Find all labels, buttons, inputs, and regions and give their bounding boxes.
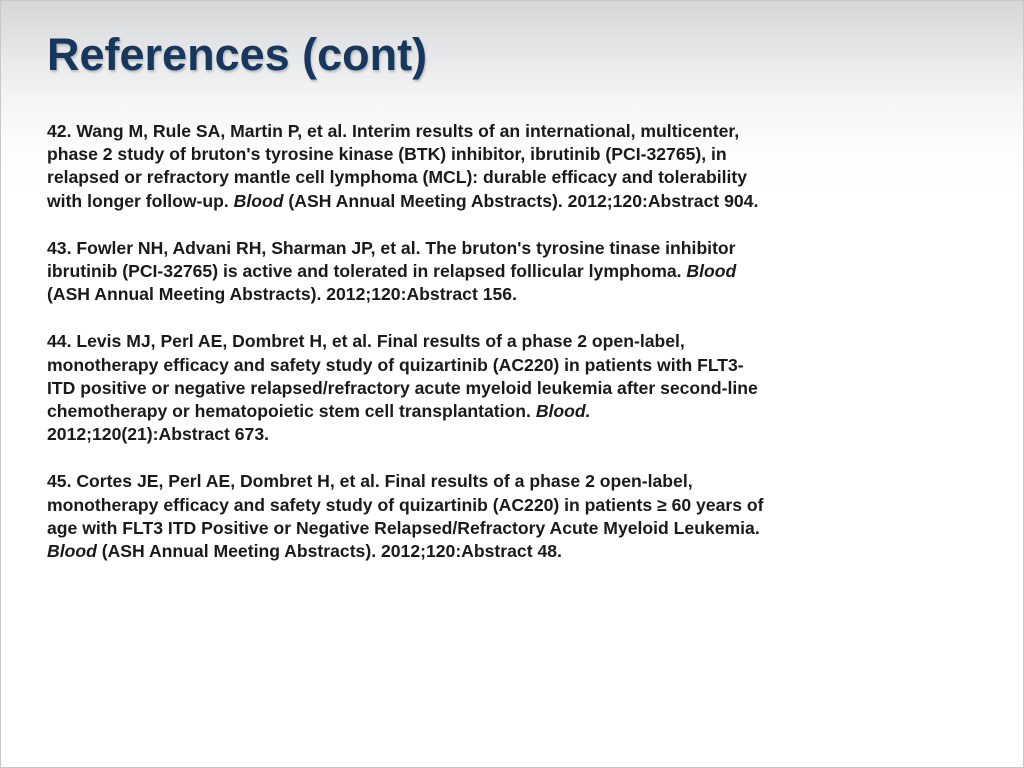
- reference-text: 43. Fowler NH, Advani RH, Sharman JP, et al. The bruton's tyrosine tinase inhibitor: [47, 237, 736, 258]
- reference-text: phase 2 study of bruton's tyrosine kinase (BTK) inhibitor, ibrutinib (PCI-32765), in: [47, 144, 727, 165]
- reference-line: [47, 400, 987, 423]
- reference-line: [47, 143, 987, 166]
- reference-text: (ASH Annual Meeting Abstracts). 2012;120:Abstract 48.: [96, 541, 562, 562]
- reference-42: [47, 120, 987, 213]
- reference-45: [47, 470, 987, 563]
- reference-text: monotherapy efficacy and safety study of quizartinib (AC220) in patients ≥ 60 years of: [47, 494, 764, 515]
- reference-line: [47, 190, 987, 213]
- journal-name: Blood: [233, 190, 284, 211]
- reference-text: (ASH Annual Meeting Abstracts). 2012;120:Abstract 156.: [47, 284, 517, 305]
- reference-text: ITD positive or negative relapsed/refractory acute myeloid leukemia after second-line: [47, 377, 758, 398]
- reference-text: 44. Levis MJ, Perl AE, Dombret H, et al. Final results of a phase 2 open-label,: [47, 331, 685, 352]
- reference-line: [47, 494, 987, 517]
- reference-text: chemotherapy or hematopoietic stem cell transplantation.: [47, 401, 536, 422]
- reference-line: [47, 354, 987, 377]
- reference-text: ibrutinib (PCI-32765) is active and tolerated in relapsed follicular lymphoma.: [47, 261, 687, 282]
- reference-line: [47, 540, 987, 563]
- slide-title: References (cont): [47, 29, 428, 80]
- reference-text: (ASH Annual Meeting Abstracts). 2012;120:Abstract 904.: [283, 190, 759, 211]
- reference-line: [47, 377, 987, 400]
- reference-line: [47, 166, 987, 189]
- journal-name: Blood.: [535, 401, 591, 422]
- reference-line: [47, 470, 987, 493]
- reference-text: 45. Cortes JE, Perl AE, Dombret H, et al. Final results of a phase 2 open-label,: [47, 471, 693, 492]
- reference-text: monotherapy efficacy and safety study of quizartinib (AC220) in patients with FLT3-: [47, 354, 744, 375]
- reference-line: [47, 330, 987, 353]
- reference-line: [47, 260, 987, 283]
- reference-line: [47, 283, 987, 306]
- reference-text: with longer follow-up.: [47, 190, 234, 211]
- reference-line: [47, 517, 987, 540]
- journal-name: Blood: [47, 541, 97, 562]
- reference-44: [47, 330, 987, 446]
- reference-line: [47, 237, 987, 260]
- reference-line: [47, 423, 987, 446]
- reference-list: [47, 120, 987, 587]
- journal-name: Blood: [686, 261, 737, 282]
- reference-text: 42. Wang M, Rule SA, Martin P, et al. Interim results of an international, multicenter,: [47, 121, 740, 141]
- reference-text: age with FLT3 ITD Positive or Negative Relapsed/Refractory Acute Myeloid Leukemia.: [47, 517, 760, 538]
- reference-43: [47, 237, 987, 307]
- reference-line: [47, 120, 987, 143]
- reference-text: relapsed or refractory mantle cell lymphoma (MCL): durable efficacy and tolerability: [47, 167, 748, 188]
- reference-text: 2012;120(21):Abstract 673.: [47, 424, 270, 445]
